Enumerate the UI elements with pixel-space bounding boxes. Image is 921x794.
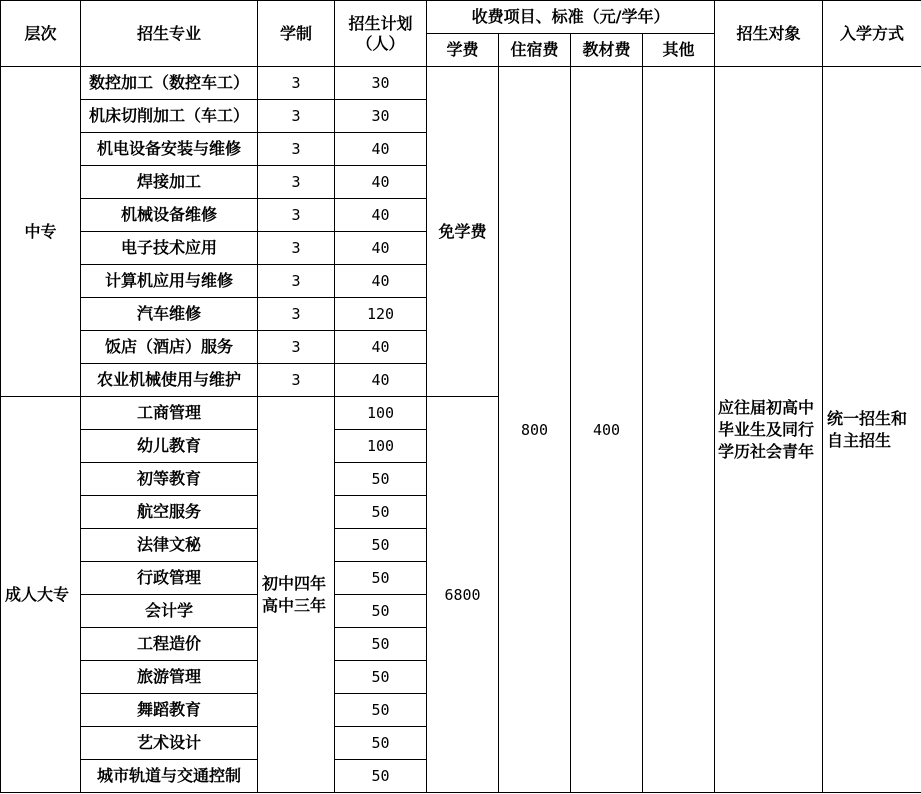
- major-cell: 工程造价: [81, 628, 258, 661]
- plan-cell: 50: [335, 628, 427, 661]
- lodging-fee: 800: [499, 67, 571, 793]
- plan-cell: 50: [335, 463, 427, 496]
- table-row: [1, 67, 921, 100]
- duration-cell: 3: [258, 265, 335, 298]
- header-admission: 入学方式: [823, 1, 921, 67]
- major-cell: 城市轨道与交通控制: [81, 760, 258, 793]
- plan-cell: 40: [335, 364, 427, 397]
- admission-method: [823, 67, 921, 793]
- duration-cell: 3: [258, 67, 335, 100]
- duration-cell: 3: [258, 298, 335, 331]
- duration-dazhuan: [258, 397, 335, 793]
- major-cell: 会计学: [81, 595, 258, 628]
- major-cell: 幼儿教育: [81, 430, 258, 463]
- duration-dazhuan-line1: 初中四年: [262, 573, 327, 593]
- header-target: 招生对象: [715, 1, 823, 67]
- target-line1: 应往届初高中: [718, 397, 815, 417]
- major-cell: 舞蹈教育: [81, 694, 258, 727]
- plan-cell: 30: [335, 100, 427, 133]
- plan-cell: 50: [335, 562, 427, 595]
- plan-cell: 50: [335, 661, 427, 694]
- header-plan-line1: 招生计划: [348, 13, 413, 33]
- plan-cell: 40: [335, 331, 427, 364]
- major-cell: 旅游管理: [81, 661, 258, 694]
- major-cell: 机械设备维修: [81, 199, 258, 232]
- major-cell: 工商管理: [81, 397, 258, 430]
- header-level: 层次: [1, 1, 81, 67]
- plan-cell: 40: [335, 166, 427, 199]
- plan-cell: 40: [335, 199, 427, 232]
- header-other: 其他: [643, 34, 715, 67]
- enrollment-target: [715, 67, 823, 793]
- duration-cell: 3: [258, 331, 335, 364]
- header-lodging: 住宿费: [499, 34, 571, 67]
- duration-cell: 3: [258, 364, 335, 397]
- duration-cell: 3: [258, 199, 335, 232]
- plan-cell: 100: [335, 430, 427, 463]
- duration-cell: 3: [258, 133, 335, 166]
- major-cell: 初等教育: [81, 463, 258, 496]
- major-cell: 计算机应用与维修: [81, 265, 258, 298]
- admission-line2: 自主招生: [827, 430, 892, 450]
- header-plan: [335, 1, 427, 67]
- plan-cell: 50: [335, 760, 427, 793]
- target-line2: 毕业生及同行: [718, 419, 815, 439]
- plan-cell: 30: [335, 67, 427, 100]
- header-tuition: 学费: [427, 34, 499, 67]
- duration-cell: 3: [258, 232, 335, 265]
- major-cell: 饭店（酒店）服务: [81, 331, 258, 364]
- duration-cell: 3: [258, 166, 335, 199]
- major-cell: 电子技术应用: [81, 232, 258, 265]
- level-zhongzhuan: 中专: [1, 67, 81, 397]
- level-dazhuan: 成人大专: [1, 397, 81, 793]
- header-textbook: 教材费: [571, 34, 643, 67]
- plan-cell: 100: [335, 397, 427, 430]
- major-cell: 行政管理: [81, 562, 258, 595]
- duration-cell: 3: [258, 100, 335, 133]
- major-cell: 数控加工（数控车工）: [81, 67, 258, 100]
- plan-cell: 40: [335, 133, 427, 166]
- major-cell: 艺术设计: [81, 727, 258, 760]
- other-fee: [643, 67, 715, 793]
- plan-cell: 50: [335, 496, 427, 529]
- major-cell: 机电设备安装与维修: [81, 133, 258, 166]
- major-cell: 焊接加工: [81, 166, 258, 199]
- header-major: 招生专业: [81, 1, 258, 67]
- tuition-zhongzhuan: 免学费: [427, 67, 499, 397]
- target-line3: 学历社会青年: [718, 441, 815, 461]
- major-cell: 农业机械使用与维护: [81, 364, 258, 397]
- plan-cell: 50: [335, 727, 427, 760]
- header-duration: 学制: [258, 1, 335, 67]
- plan-cell: 40: [335, 265, 427, 298]
- duration-dazhuan-line2: 高中三年: [262, 595, 327, 615]
- major-cell: 机床切削加工（车工）: [81, 100, 258, 133]
- major-cell: 法律文秘: [81, 529, 258, 562]
- header-plan-line2: （人）: [356, 33, 405, 53]
- textbook-fee: 400: [571, 67, 643, 793]
- major-cell: 航空服务: [81, 496, 258, 529]
- plan-cell: 50: [335, 595, 427, 628]
- plan-cell: 50: [335, 529, 427, 562]
- plan-cell: 40: [335, 232, 427, 265]
- plan-cell: 50: [335, 694, 427, 727]
- major-cell: 汽车维修: [81, 298, 258, 331]
- tuition-dazhuan: 6800: [427, 397, 499, 793]
- plan-cell: 120: [335, 298, 427, 331]
- header-fees-title: 收费项目、标准（元/学年）: [427, 1, 715, 34]
- admission-line1: 统一招生和: [827, 408, 908, 428]
